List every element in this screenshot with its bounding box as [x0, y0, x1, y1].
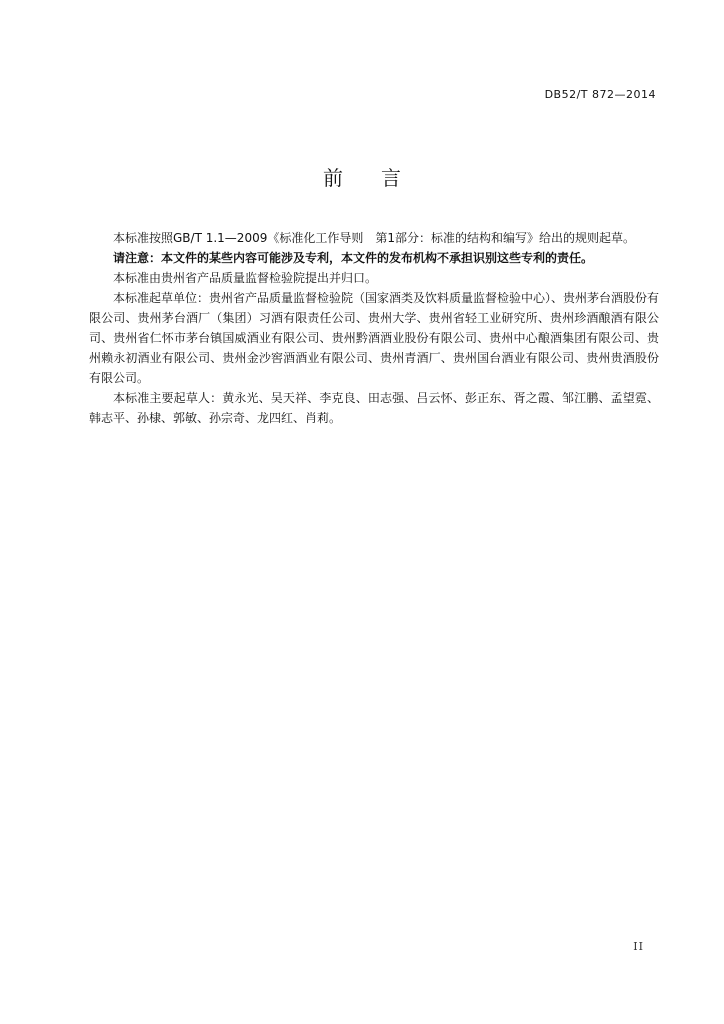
- paragraph-proposer: 本标准由贵州省产品质量监督检验院提出并归口。: [113, 271, 378, 285]
- paragraph-drafting-rules: 本标准按照GB/T 1.1—2009《标准化工作导则 第1部分：标准的结构和编写》给出的规则起草。: [113, 231, 635, 245]
- page-number: II: [633, 940, 644, 953]
- paragraph-patent-notice: 请注意：本文件的某些内容可能涉及专利，本文件的发布机构不承担识别这些专利的责任。: [113, 251, 594, 265]
- document-code: DB52/T 872—2014: [544, 88, 656, 101]
- page-title: 前言: [323, 166, 439, 190]
- paragraph-drafters: 本标准主要起草人：黄永光、吴天祥、李克良、田志强、吕云怀、彭正东、胥之霞、邹江鹏、孟望霓、韩志平、孙棣、郭敏、孙宗奇、龙四红、肖莉。: [89, 391, 659, 425]
- paragraph-drafting-units: 本标准起草单位：贵州省产品质量监督检验院（国家酒类及饮料质量监督检验中心）、贵州茅台酒股份有限公司、贵州茅台酒厂（集团）习酒有限责任公司、贵州大学、贵州省轻工业研究所、贵州珍酒酿酒有限公司、贵州省仁怀市茅台镇国威酒业有限公司、贵州黔酒酒业股份有限公司、贵州中心酿酒集团有限公司、贵州赖永初酒业有限公司、贵州金沙窖酒酒业有限公司、贵州青酒厂、贵州国台酒业有限公司、贵州贵酒股份有限公司。: [89, 291, 660, 385]
- foreword-body: [89, 228, 659, 428]
